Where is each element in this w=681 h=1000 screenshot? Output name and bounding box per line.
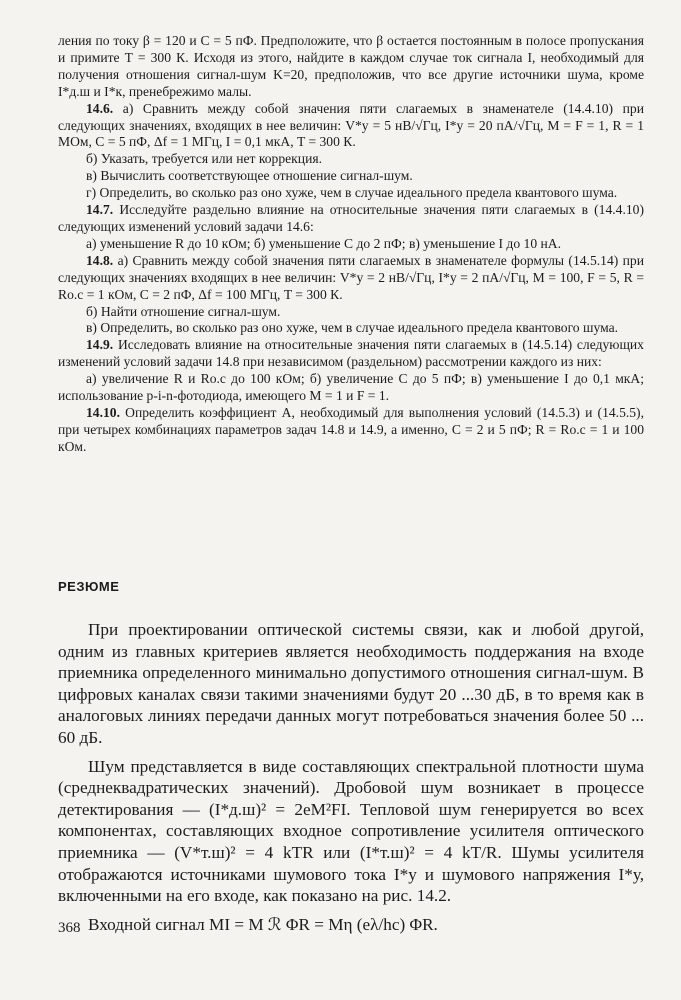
problem-number: 14.8. bbox=[86, 252, 114, 268]
problem-text: Определить коэффициент A, необходимый для выполнения условий (14.5.3) и (14.5.5), при четырех комбинациях параметров задач 14.8 и 14.9, а именно, C = 2 и 5 пФ; R = Rо.с = 1 и 100 кОм. bbox=[58, 404, 644, 454]
section-title: РЕЗЮМЕ bbox=[58, 579, 120, 594]
problem-text: а) Сравнить между собой значения пяти слагаемых в знаменателе (14.4.10) при следующих значениях, входящих в нее величин: V*у = 5 нВ/√Гц, I*у = 20 пА/√Гц, M = F = 1, R = 1 МОм, C = 5 пФ, Δf = 1 МГц, I = 0,1 мкА, T = 300 К. bbox=[58, 100, 644, 150]
summary-block bbox=[58, 619, 644, 942]
summary-formula: Входной сигнал MI = M ℛ ΦR = Mη (eλ/hc) ΦR. bbox=[88, 914, 438, 934]
problem-14-6-d: г) Определить, во сколько раз оно хуже, чем в случае идеального предела квантового шума. bbox=[86, 185, 618, 201]
problem-text: Исследуйте раздельно влияние на относительные значения пяти слагаемых в (14.4.10) следующих изменений условий задачи 14.6: bbox=[58, 202, 644, 234]
problem-text: Исследовать влияние на относительные значения пяти слагаемых в (14.5.14) следующих изменений условий задачи 14.8 при независимом (раздельном) рассмотрении каждого из них: bbox=[58, 337, 644, 370]
problem-14-9-items: а) увеличение R и Rо.с до 100 кОм; б) увеличение C до 5 пФ; в) уменьшение I до 0,1 мкА; использование p-i-n-фотодиода, имеющего M = 1 и F = 1. bbox=[58, 371, 644, 404]
problem-14-6-b: б) Указать, требуется или нет коррекция. bbox=[86, 151, 322, 167]
problem-continuation: ления по току β = 120 и C = 5 пФ. Предположите, что β остается постоянным в полосе пропускания и примите T = 300 К. Исходя из этого, найдите в каждом случае ток сигнала I, необходимый для получения отношения сигнал-шум K=20, предположив, что все другие источники шума, кроме I*д.ш и I*к, пренебрежимо малы. bbox=[58, 33, 644, 99]
problem-14-8-b: б) Найти отношение сигнал-шум. bbox=[86, 303, 281, 319]
problems-block bbox=[58, 33, 644, 456]
page-number: 368 bbox=[58, 920, 81, 936]
problem-number: 14.10. bbox=[86, 404, 120, 420]
problem-14-10 bbox=[58, 405, 644, 456]
problem-number: 14.6. bbox=[86, 100, 114, 116]
summary-paragraph: Шум представляется в виде составляющих спектральной плотности шума (среднеквадратических значений). Дробовой шум возникает в процессе детектирования — (I*д.ш)² = 2eM²FI. Тепловой шум генерируется во всех компонентах, составляющих входное сопротивление усилителя оптического приемника — (V*т.ш)² = 4 kTR или (I*т.ш)² = 4 kT/R. Шумы усилителя отображаются источниками шумового тока I*у и шумового напряжения I*у, включенными на его входе, как показано на рис. 14.2. bbox=[58, 756, 644, 906]
problem-number: 14.9. bbox=[86, 337, 114, 353]
problem-14-8 bbox=[58, 253, 644, 304]
problem-number: 14.7. bbox=[86, 202, 114, 218]
problem-14-8-c: в) Определить, во сколько раз оно хуже, чем в случае идеального предела квантового шума. bbox=[86, 320, 619, 336]
summary-paragraph: При проектировании оптической системы связи, как и любой другой, одним из главных критериев является необходимость поддержания на входе приемника определенного минимально допустимого отношения сигнал-шум. В цифровых каналах связи такими значениями будут 20 ...30 дБ, в то время как в аналоговых линиях передачи данных могут потребоваться значения более 50 ... 60 дБ. bbox=[58, 620, 644, 747]
problem-14-7 bbox=[58, 202, 644, 236]
problem-14-6 bbox=[58, 101, 644, 152]
problem-text: а) Сравнить между собой значения пяти слагаемых в знаменателе формулы (14.5.14) при следующих значениях входящих в нее величин: V*у = 2 нВ/√Гц, I*у = 2 пА/√Гц, M = 100, F = 5, R = Rо.с = 1 кОм, C = 2 пФ, Δf = 100 МГц, T = 300 К. bbox=[58, 252, 644, 302]
problem-14-9 bbox=[58, 337, 644, 371]
problem-14-6-c: в) Вычислить соответствующее отношение сигнал-шум. bbox=[86, 168, 413, 184]
problem-14-7-items: а) уменьшение R до 10 кОм; б) уменьшение C до 2 пФ; в) уменьшение I до 10 нА. bbox=[86, 235, 562, 251]
